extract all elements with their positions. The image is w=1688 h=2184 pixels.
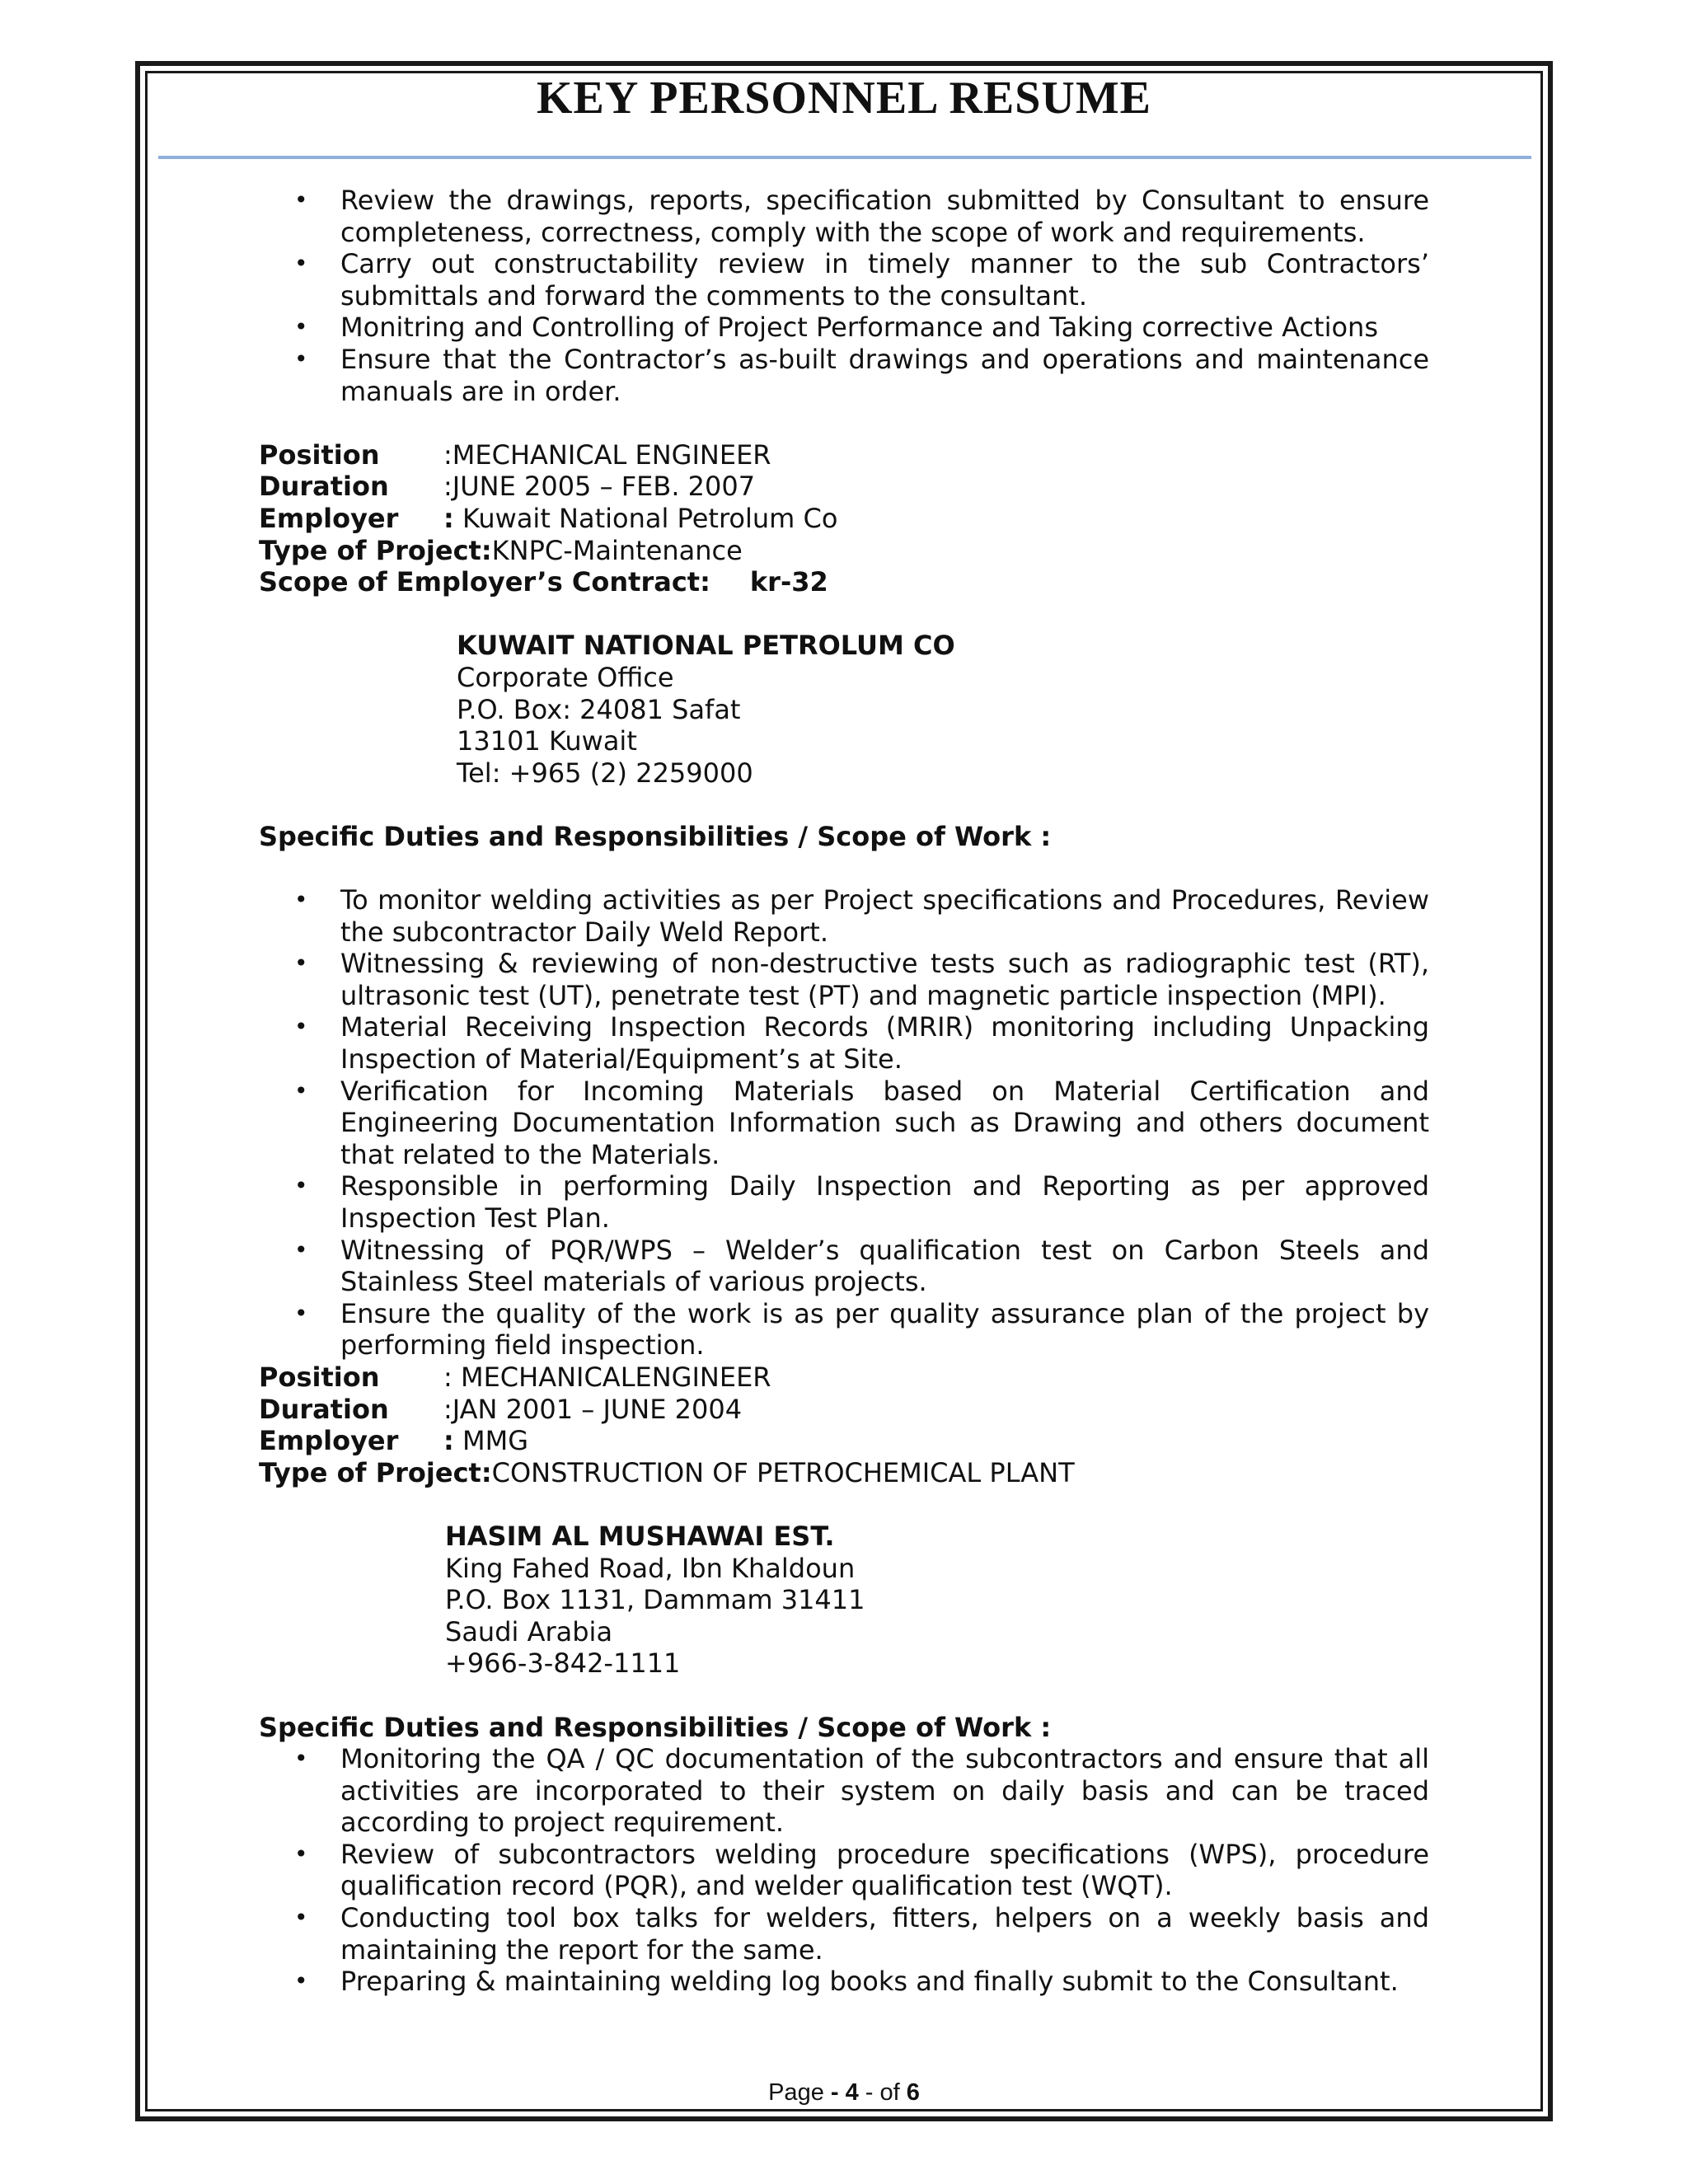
scope-value: kr-32 xyxy=(749,566,828,598)
job1-duration-row xyxy=(259,471,1429,503)
list-item: • Witnessing of PQR/WPS – Welder’s qualification test on Carbon Steels and Stainless Steel materials of various projects. xyxy=(340,1235,1429,1298)
list-item: • Carry out constructability review in timely manner to the sub Contractors’ submittals and forward the comments to the consultant. xyxy=(340,248,1429,312)
page-footer xyxy=(148,2079,1540,2107)
employer-label: Employer xyxy=(259,502,399,534)
address-line: Saudi Arabia xyxy=(445,1615,613,1647)
list-item: • Review the drawings, reports, specification submitted by Consultant to ensure completeness, correctness, comply with the scope of work and requirements. xyxy=(340,185,1429,248)
list-item: • Preparing & maintaining welding log books and finally submit to the Consultant. xyxy=(340,1966,1429,1998)
employer-address xyxy=(259,630,1429,789)
job1-position-row xyxy=(259,439,1429,471)
type-label: Type of Project: xyxy=(259,534,492,566)
job1-scope-row xyxy=(259,566,1429,598)
job2-employer-row xyxy=(259,1425,1429,1457)
page-title: KEY PERSONNEL RESUME xyxy=(536,73,1152,124)
list-item: • Ensure the quality of the work is as per quality assurance plan of the project by performing field inspection. xyxy=(340,1298,1429,1361)
type-label: Type of Project: xyxy=(259,1456,492,1488)
position-label: Position xyxy=(259,438,380,471)
address-name: HASIM AL MUSHAWAI EST. xyxy=(445,1520,835,1552)
duration-label: Duration xyxy=(259,471,389,503)
job1-type-row xyxy=(259,535,1429,567)
employer-value: Kuwait National Petrolum Co xyxy=(453,502,838,534)
duties-list xyxy=(259,884,1429,1361)
duties-heading: Specific Duties and Responsibilities / Scope of Work : xyxy=(259,1711,1052,1743)
list-item: • Responsible in performing Daily Inspection and Reporting as per approved Inspection Test Plan. xyxy=(340,1170,1429,1234)
list-item: • Monitoring the QA / QC documentation of the subcontractors and ensure that all activities are incorporated to their system on daily basis and can be traced according to project requirement. xyxy=(340,1743,1429,1839)
employer-address xyxy=(259,1521,1429,1680)
employer-colon: : xyxy=(443,1425,454,1457)
list-item: • Ensure that the Contractor’s as-built drawings and operations and maintenance manuals are in order. xyxy=(340,344,1429,407)
address-line: P.O. Box 1131, Dammam 31411 xyxy=(445,1584,865,1616)
list-item: • Review of subcontractors welding procedure specifications (WPS), procedure qualification record (PQR), and welder qualification test (WQT). xyxy=(340,1839,1429,1902)
responsibilities-list xyxy=(259,185,1429,407)
address-name: KUWAIT NATIONAL PETROLUM CO xyxy=(457,630,955,662)
list-item: • Verification for Incoming Materials based on Material Certification and Engineering Documentation Information such as Drawing and others document that related to the Materials. xyxy=(340,1076,1429,1171)
type-value: KNPC-Maintenance xyxy=(491,534,743,566)
address-line: Tel: +965 (2) 2259000 xyxy=(457,757,753,789)
job2-duration-row xyxy=(259,1394,1429,1426)
list-item: • Monitring and Controlling of Project Performance and Taking corrective Actions xyxy=(340,312,1429,344)
duration-label: Duration xyxy=(259,1393,389,1425)
duration-value: :JAN 2001 – JUNE 2004 xyxy=(443,1393,743,1425)
address-line: +966-3-842-1111 xyxy=(445,1647,681,1680)
list-item: • Witnessing & reviewing of non-destructive tests such as radiographic test (RT), ultrasonic test (UT), penetrate test (PT) and magnetic particle inspection (MPI). xyxy=(340,948,1429,1011)
address-line: Corporate Office xyxy=(457,661,674,693)
title-divider xyxy=(158,156,1531,159)
duration-value: :JUNE 2005 – FEB. 2007 xyxy=(443,471,756,503)
list-item: • Conducting tool box talks for welders, fitters, helpers on a weekly basis and maintaining the report for the same. xyxy=(340,1902,1429,1966)
duties-heading: Specific Duties and Responsibilities / Scope of Work : xyxy=(259,820,1052,852)
employer-value: MMG xyxy=(453,1425,528,1457)
address-line: 13101 Kuwait xyxy=(457,725,637,757)
page-of-label: - of xyxy=(858,2079,907,2106)
page-total: 6 xyxy=(906,2079,920,2106)
position-value: :MECHANICAL ENGINEER xyxy=(443,438,771,471)
position-value: : MECHANICALENGINEER xyxy=(443,1361,771,1393)
resume-body xyxy=(259,185,1429,1998)
job2-position-row xyxy=(259,1361,1429,1394)
list-item: • Material Receiving Inspection Records (MRIR) monitoring including Unpacking Inspection of Material/Equipment’s at Site. xyxy=(340,1011,1429,1075)
duties-list xyxy=(259,1743,1429,1998)
employer-label: Employer xyxy=(259,1425,399,1457)
position-label: Position xyxy=(259,1361,380,1393)
type-value: CONSTRUCTION OF PETROCHEMICAL PLANT xyxy=(491,1456,1075,1488)
job1-employer-row xyxy=(259,503,1429,535)
page-label: Page xyxy=(768,2079,824,2106)
address-line: King Fahed Road, Ibn Khaldoun xyxy=(445,1552,856,1584)
page-number: 4 xyxy=(845,2079,859,2106)
address-line: P.O. Box: 24081 Safat xyxy=(457,693,741,725)
scope-label: Scope of Employer’s Contract: xyxy=(259,566,710,598)
employer-colon: : xyxy=(443,502,454,534)
list-item: • To monitor welding activities as per Project specifications and Procedures, Review the subcontractor Daily Weld Report. xyxy=(340,884,1429,948)
job2-type-row xyxy=(259,1457,1429,1489)
page-separator: - xyxy=(823,2079,846,2106)
